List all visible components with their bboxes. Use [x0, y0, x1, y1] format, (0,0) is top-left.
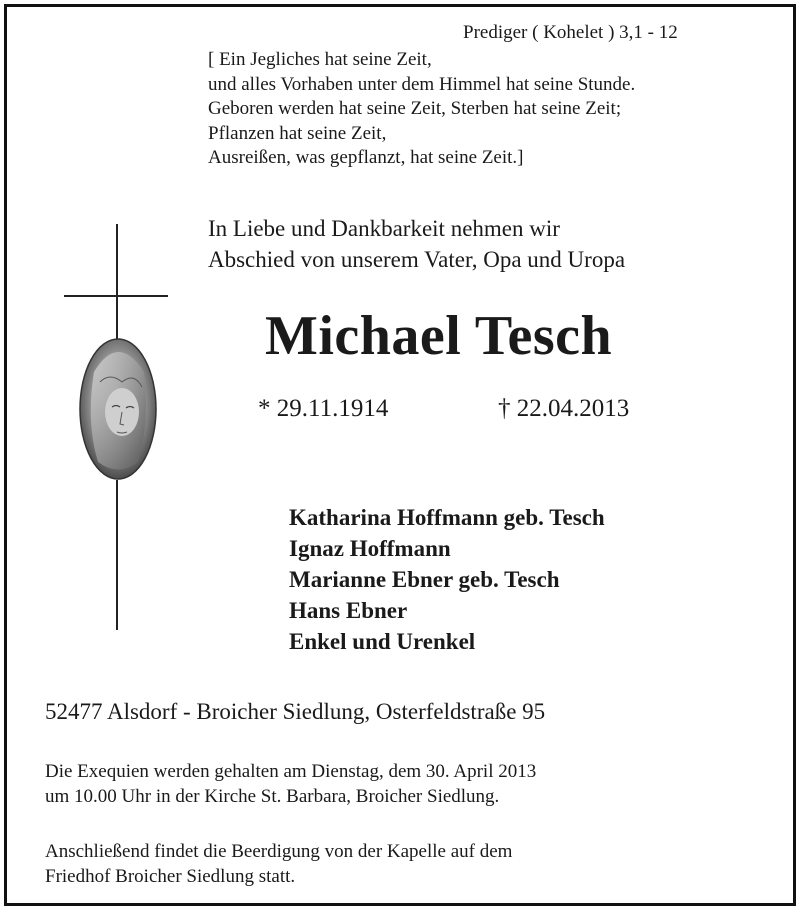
intro-text: [208, 213, 625, 275]
intro-line: Abschied von unserem Vater, Opa und Uropa: [208, 247, 626, 272]
death-date: † 22.04.2013: [498, 395, 630, 422]
quote-line: und alles Vorhaben unter dem Himmel hat seine Stunde.: [208, 73, 636, 95]
cross-with-pieta-medallion-icon: [60, 222, 172, 632]
service-line: Die Exequien werden gehalten am Dienstag, dem 30. April 2013: [45, 761, 537, 782]
deceased-name: Michael Tesch: [265, 305, 613, 367]
burial-line: Friedhof Broicher Siedlung statt.: [45, 865, 296, 887]
family-member: Katharina Hoffmann geb. Tesch: [289, 505, 605, 530]
family-list: [289, 502, 605, 657]
scripture-quote: [208, 48, 635, 171]
quote-line: Pflanzen hat seine Zeit,: [208, 122, 387, 144]
burial-line: Anschließend findet die Beerdigung von der Kapelle auf dem: [45, 841, 513, 862]
family-member: Marianne Ebner geb. Tesch: [289, 567, 560, 592]
scripture-reference: Prediger ( Kohelet ) 3,1 - 12: [463, 22, 678, 43]
intro-line: In Liebe und Dankbarkeit nehmen wir: [208, 216, 560, 241]
family-member: Enkel und Urenkel: [289, 629, 476, 654]
family-member: Ignaz Hoffmann: [289, 536, 451, 561]
address: 52477 Alsdorf - Broicher Siedlung, Osterfeldstraße 95: [45, 699, 546, 724]
service-info: [45, 760, 536, 809]
quote-line: [ Ein Jegliches hat seine Zeit,: [208, 49, 432, 70]
quote-line: Ausreißen, was gepflanzt, hat seine Zeit.]: [208, 147, 524, 168]
birth-date: * 29.11.1914: [258, 395, 389, 422]
quote-line: Geboren werden hat seine Zeit, Sterben hat seine Zeit;: [208, 98, 622, 119]
service-line: um 10.00 Uhr in der Kirche St. Barbara, Broicher Siedlung.: [45, 785, 500, 807]
family-member: Hans Ebner: [289, 598, 408, 623]
burial-info: [45, 840, 512, 889]
